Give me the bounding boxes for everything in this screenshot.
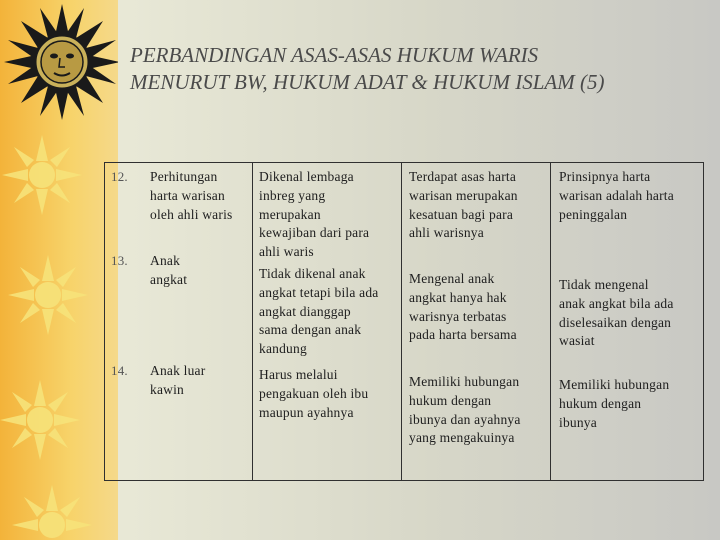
cell-line: warisan adalah harta bbox=[559, 187, 674, 203]
cell-line: diselesaikan dengan bbox=[559, 314, 672, 330]
cell-line: Terdapat asas harta bbox=[409, 169, 517, 184]
islam-cell bbox=[559, 276, 674, 351]
comparison-table bbox=[104, 162, 704, 480]
row-number: 13. bbox=[111, 253, 128, 268]
sun-face-icon bbox=[4, 4, 118, 120]
cell-line: inbreg yang bbox=[259, 187, 326, 203]
cell-line: ahli waris bbox=[259, 244, 314, 260]
cell-line: sama dengan anak bbox=[259, 322, 362, 338]
cell-line: Dikenal lembaga bbox=[259, 169, 354, 184]
cell-line: angkat tetapi bila ada bbox=[259, 284, 379, 300]
islam-cell bbox=[559, 376, 669, 432]
cell-line: Mengenal anak bbox=[409, 271, 495, 286]
cell-line: pada harta bersama bbox=[409, 327, 517, 343]
cell-line: Tidak mengenal bbox=[559, 277, 649, 292]
cell-line: maupun ayahnya bbox=[259, 404, 354, 420]
cell-line: Memiliki hubungan bbox=[409, 374, 520, 389]
topic-cell bbox=[150, 168, 232, 224]
topic-cell bbox=[150, 252, 187, 290]
bw-cell bbox=[259, 168, 369, 262]
cell-line: kesatuan bagi para bbox=[409, 206, 514, 222]
cell-line: kewajiban dari para bbox=[259, 225, 370, 241]
cell-line: Anak luar bbox=[150, 363, 206, 378]
cell-line: ibunya bbox=[559, 414, 597, 430]
cell-line: Memiliki hubungan bbox=[559, 377, 670, 392]
cell-line: warisan merupakan bbox=[409, 187, 518, 203]
slide-title-line-1: PERBANDINGAN ASAS-ASAS HUKUM WARIS bbox=[130, 43, 539, 67]
cell-line: kandung bbox=[259, 341, 307, 357]
table-divider bbox=[550, 162, 551, 480]
adat-cell bbox=[409, 270, 517, 345]
cell-line: hukum dengan bbox=[559, 395, 642, 411]
cell-line: angkat hanya hak bbox=[409, 289, 507, 305]
cell-line: oleh ahli waris bbox=[150, 206, 233, 222]
slide-title bbox=[130, 42, 700, 96]
cell-line: warisnya terbatas bbox=[409, 308, 507, 324]
topic-cell bbox=[150, 362, 205, 400]
cell-line: kawin bbox=[150, 381, 184, 397]
cell-line: yang mengakuinya bbox=[409, 430, 515, 446]
table-border-left bbox=[104, 162, 105, 480]
bw-cell bbox=[259, 265, 378, 359]
cell-line: angkat dianggap bbox=[259, 303, 351, 319]
cell-line: merupakan bbox=[259, 206, 321, 222]
adat-cell bbox=[409, 168, 518, 243]
table-top-border bbox=[104, 162, 704, 163]
cell-line: ibunya dan ayahnya bbox=[409, 411, 521, 427]
row-number: 12. bbox=[111, 169, 128, 184]
cell-line: peninggalan bbox=[559, 206, 628, 222]
cell-line: Tidak dikenal anak bbox=[259, 266, 366, 281]
table-divider bbox=[401, 162, 402, 480]
cell-line: Prinsipnya harta bbox=[559, 169, 651, 184]
cell-line: hukum dengan bbox=[409, 392, 492, 408]
bw-cell bbox=[259, 366, 368, 422]
row-number: 14. bbox=[111, 363, 128, 378]
cell-line: Harus melalui bbox=[259, 367, 338, 382]
islam-cell bbox=[559, 168, 674, 224]
table-bottom-border bbox=[104, 480, 704, 481]
cell-line: angkat bbox=[150, 271, 188, 287]
cell-line: wasiat bbox=[559, 333, 595, 349]
cell-line: ahli warisnya bbox=[409, 225, 484, 241]
cell-line: harta warisan bbox=[150, 187, 225, 203]
slide-title-line-2: MENURUT BW, HUKUM ADAT & HUKUM ISLAM (5) bbox=[130, 70, 605, 94]
table-border-right bbox=[703, 162, 704, 480]
cell-line: pengakuan oleh ibu bbox=[259, 385, 369, 401]
sun-decoration-icon bbox=[0, 0, 118, 540]
cell-line: Anak bbox=[150, 253, 181, 268]
table-divider bbox=[252, 162, 253, 480]
adat-cell bbox=[409, 373, 521, 448]
cell-line: anak angkat bila ada bbox=[559, 295, 674, 311]
cell-line: Perhitungan bbox=[150, 169, 218, 184]
